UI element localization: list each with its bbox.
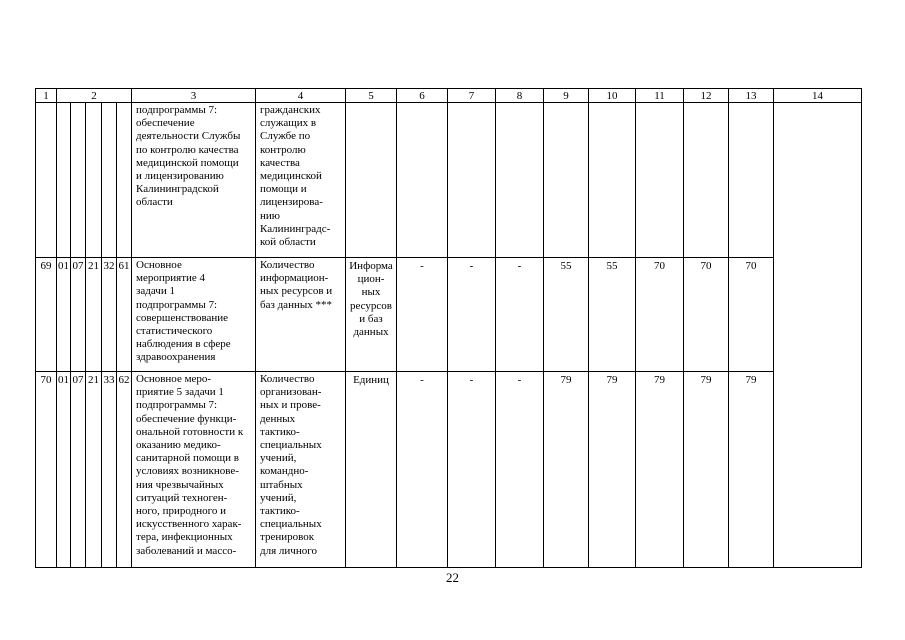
value-cell <box>729 103 774 258</box>
value-cell <box>448 103 496 258</box>
code-cell: 61 <box>117 258 132 372</box>
header-cell: 3 <box>132 89 256 103</box>
value-cell: 79 <box>636 372 684 568</box>
header-cell: 2 <box>57 89 132 103</box>
unit-cell: Информа цион- ных ресурсов и баз данных <box>346 258 397 372</box>
value-cell <box>589 103 636 258</box>
code-cell <box>117 103 132 258</box>
value-cell: 70 <box>636 258 684 372</box>
value-cell: 70 <box>684 258 729 372</box>
header-cell: 13 <box>729 89 774 103</box>
value-cell <box>397 103 448 258</box>
table-row <box>36 258 862 372</box>
activity-description: Основное меро- приятие 5 задачи 1 подпрограммы 7: обеспечение функци- ональной готовности к оказанию медико- санитарной помощи в условиях возникнове- ния чрезвычайных ситуаций техноген- ного, природного и искусственного харак- тера, инфекционных заболеваний и массо- <box>132 372 256 568</box>
header-cell: 14 <box>774 89 862 103</box>
header-row <box>36 89 862 103</box>
code-cell: 07 <box>71 258 86 372</box>
value-cell: - <box>448 258 496 372</box>
code-cell: 21 <box>86 372 102 568</box>
program-indicators-table <box>35 88 862 568</box>
table-row <box>36 372 862 568</box>
value-cell <box>636 103 684 258</box>
value-cell: - <box>397 258 448 372</box>
unit-cell: Единиц <box>346 372 397 568</box>
code-cell <box>57 103 71 258</box>
indicator-name: Количество организован- ных и прове- денных тактико- специальных учений, командно- штабных учений, тактико- специальных тренировок для личного <box>256 372 346 568</box>
header-cell: 4 <box>256 89 346 103</box>
value-cell: - <box>397 372 448 568</box>
header-cell: 7 <box>448 89 496 103</box>
activity-description: Основное мероприятие 4 задачи 1 подпрограммы 7: совершенствование статистического наблюдения в сфере здравоохранения <box>132 258 256 372</box>
value-cell: 79 <box>729 372 774 568</box>
value-cell: - <box>448 372 496 568</box>
code-cell <box>102 103 117 258</box>
indicator-name: гражданских служащих в Службе по контролю качества медицинской помощи и лицензирова- нию Калининградс- кой области <box>256 103 346 258</box>
header-cell: 9 <box>544 89 589 103</box>
activity-description: подпрограммы 7: обеспечение деятельности Службы по контролю качества медицинской помощи и лицензированию Калининградской области <box>132 103 256 258</box>
value-cell <box>684 103 729 258</box>
row-number-cell <box>36 103 57 258</box>
header-cell: 6 <box>397 89 448 103</box>
value-cell: 79 <box>684 372 729 568</box>
value-cell: 55 <box>544 258 589 372</box>
code-cell: 62 <box>117 372 132 568</box>
code-cell: 33 <box>102 372 117 568</box>
header-cell: 11 <box>636 89 684 103</box>
page-number: 22 <box>446 570 459 585</box>
value-cell: - <box>496 258 544 372</box>
code-cell: 07 <box>71 372 86 568</box>
table-row-continuation <box>36 103 862 258</box>
header-cell: 10 <box>589 89 636 103</box>
header-cell: 12 <box>684 89 729 103</box>
code-cell: 32 <box>102 258 117 372</box>
code-cell: 01 <box>57 372 71 568</box>
code-cell <box>71 103 86 258</box>
unit-cell <box>346 103 397 258</box>
value-cell: 79 <box>544 372 589 568</box>
code-cell: 01 <box>57 258 71 372</box>
row-number: 70 <box>36 372 57 568</box>
header-cell: 1 <box>36 89 57 103</box>
value-cell: 79 <box>589 372 636 568</box>
header-cell: 8 <box>496 89 544 103</box>
indicator-name: Количество информацион- ных ресурсов и баз данных *** <box>256 258 346 372</box>
value-cell: - <box>496 372 544 568</box>
row-number: 69 <box>36 258 57 372</box>
column-14-cell <box>774 103 862 568</box>
value-cell: 70 <box>729 258 774 372</box>
value-cell <box>496 103 544 258</box>
value-cell: 55 <box>589 258 636 372</box>
code-cell <box>86 103 102 258</box>
code-cell: 21 <box>86 258 102 372</box>
value-cell <box>544 103 589 258</box>
header-cell: 5 <box>346 89 397 103</box>
